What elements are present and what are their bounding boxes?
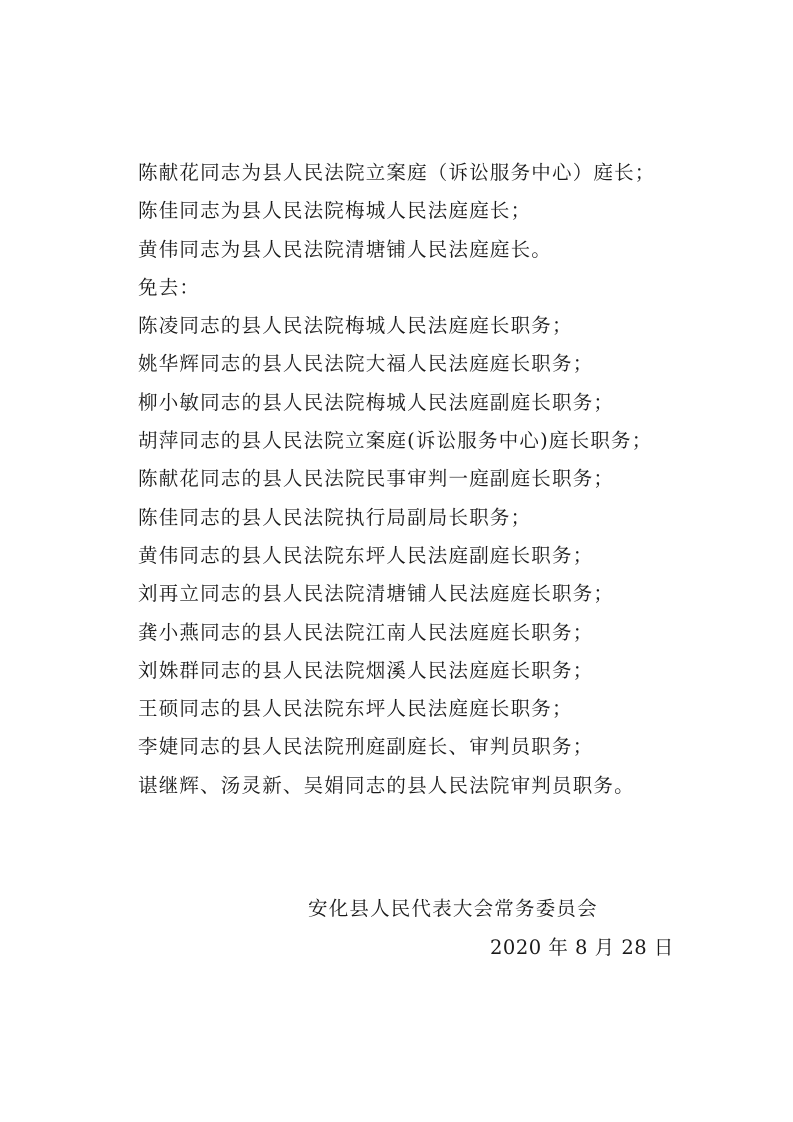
document-line: 陈佳同志的县人民法院执行局副局长职务； xyxy=(138,505,532,529)
issuer-signature: 安化县人民代表大会常务委员会 xyxy=(308,897,598,920)
document-line: 陈佳同志为县人民法院梅城人民法庭庭长； xyxy=(138,199,532,223)
document-line: 刘再立同志的县人民法院清塘铺人民法庭庭长职务； xyxy=(138,582,615,606)
document-line: 陈献花同志的县人民法院民事审判一庭副庭长职务； xyxy=(138,467,615,491)
issue-date: 2020 年 8 月 28 日 xyxy=(490,936,674,959)
document-line: 王硕同志的县人民法院东坪人民法庭庭长职务； xyxy=(138,697,573,721)
appointment-list xyxy=(138,154,698,805)
document-line: 陈献花同志为县人民法院立案庭（诉讼服务中心）庭长； xyxy=(138,161,656,184)
removal-heading: 免去： xyxy=(138,275,201,299)
document-line: 柳小敏同志的县人民法院梅城人民法庭副庭长职务； xyxy=(138,390,615,414)
document-line: 谌继辉、汤灵新、吴娟同志的县人民法院审判员职务。 xyxy=(138,773,635,797)
document-line: 刘姝群同志的县人民法院烟溪人民法庭庭长职务； xyxy=(138,658,594,682)
document-line: 龚小燕同志的县人民法院江南人民法庭庭长职务； xyxy=(138,620,594,644)
document-line: 姚华辉同志的县人民法院大福人民法庭庭长职务； xyxy=(138,352,594,376)
document-line: 黄伟同志的县人民法院东坪人民法庭副庭长职务； xyxy=(138,543,594,567)
document-line: 李婕同志的县人民法院刑庭副庭长、审判员职务； xyxy=(138,735,594,759)
document-line: 黄伟同志为县人民法院清塘铺人民法庭庭长。 xyxy=(138,237,553,261)
document-line: 陈凌同志的县人民法院梅城人民法庭庭长职务； xyxy=(138,314,573,338)
document-line: 胡萍同志的县人民法院立案庭(诉讼服务中心)庭长职务； xyxy=(138,429,653,453)
